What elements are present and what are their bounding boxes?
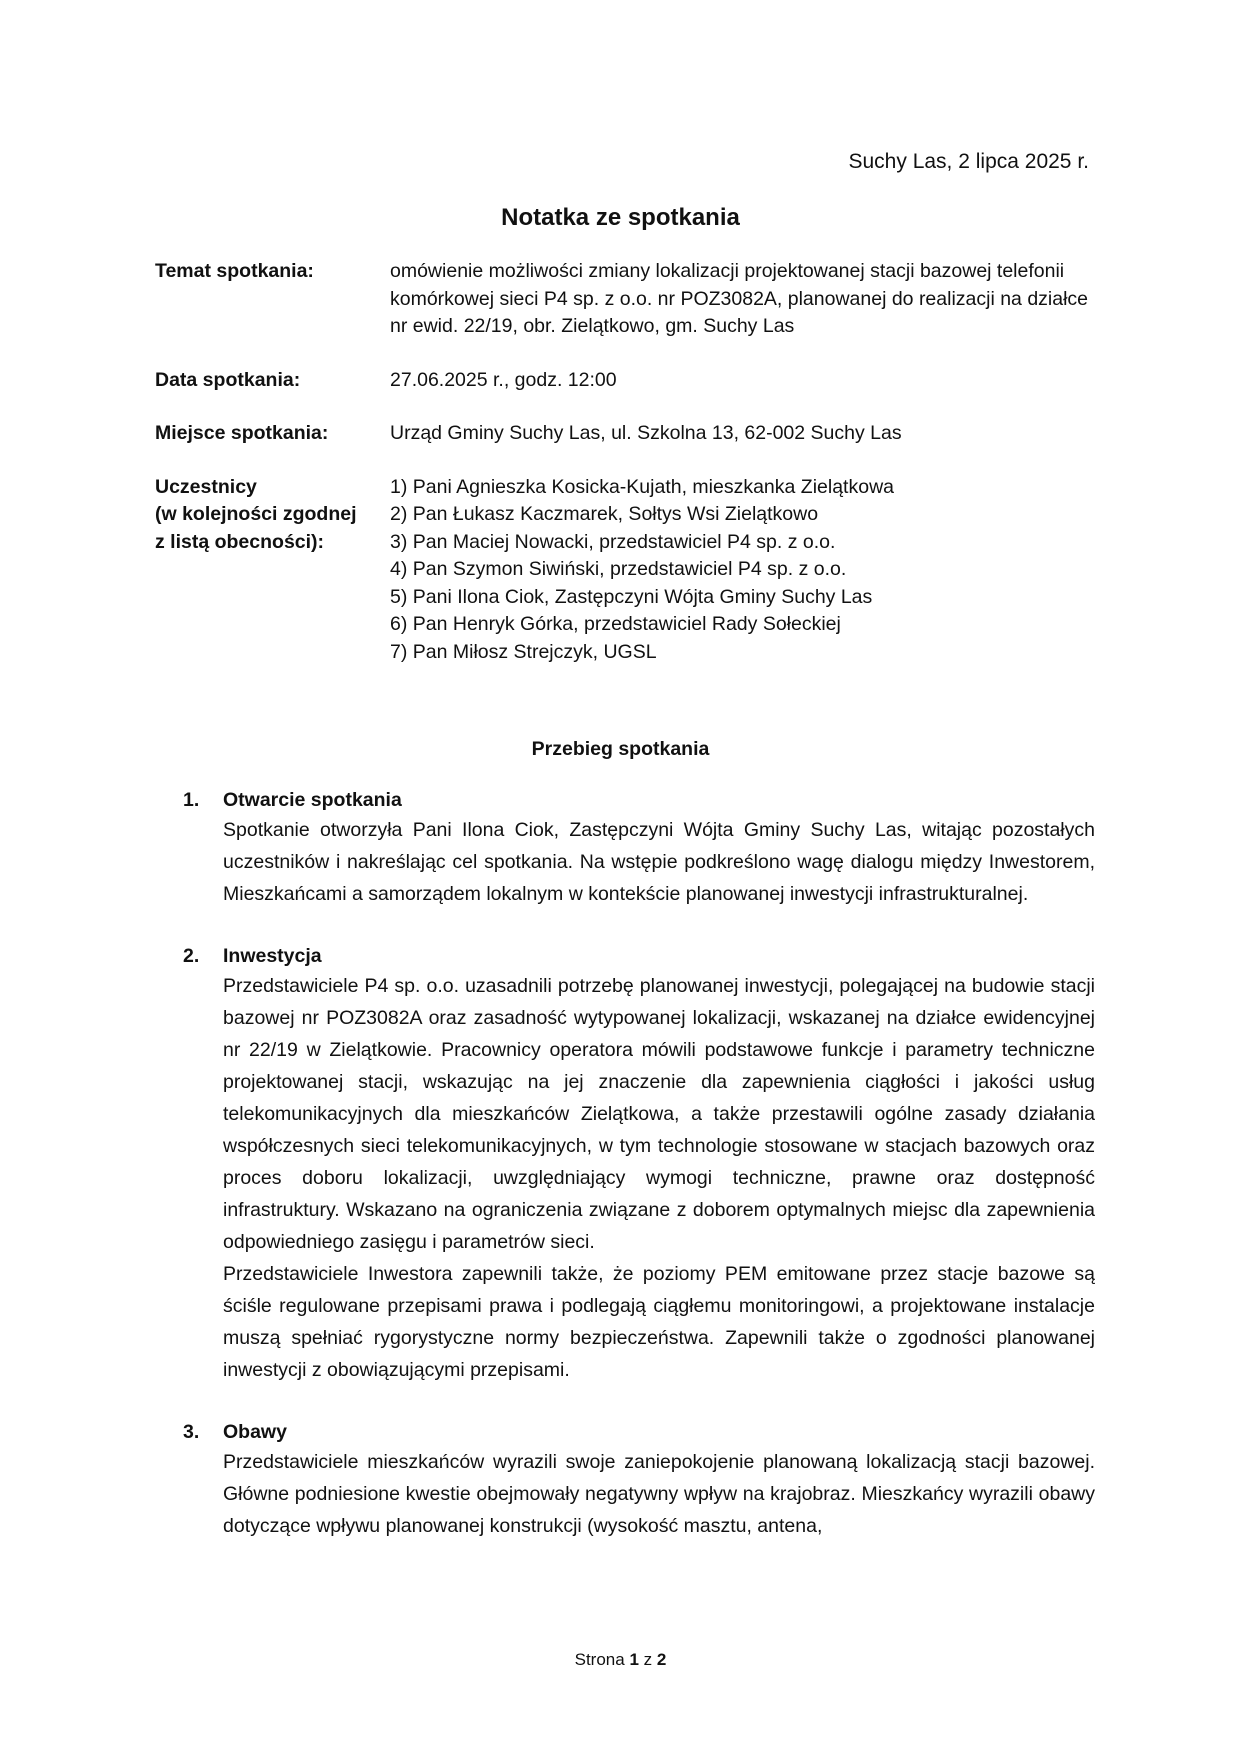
section-title (183, 1418, 1095, 1446)
participants-label-line: Uczestnicy (155, 475, 257, 498)
section-number: 3. (183, 1421, 200, 1443)
section-number: 2. (183, 945, 200, 967)
participants-row (155, 474, 1090, 667)
section-investment (183, 942, 1095, 1386)
participants-list (390, 474, 1090, 667)
participant-item: 1) Pani Agnieszka Kosicka-Kujath, mieszkanka Zielątkowa (390, 475, 894, 498)
participant-item: 3) Pan Maciej Nowacki, przedstawiciel P4 sp. z o.o. (390, 530, 836, 553)
participants-label-line: z listą obecności): (155, 530, 325, 553)
section-number: 1. (183, 789, 200, 811)
participant-item: 5) Pani Ilona Ciok, Zastępczyni Wójta Gminy Suchy Las (390, 585, 873, 608)
date-label: Data spotkania: (155, 368, 301, 391)
section-body (223, 1446, 1095, 1542)
section-title-text: Otwarcie spotkania (223, 789, 402, 811)
footer-page-number: 1 (629, 1650, 639, 1669)
course-heading: Przebieg spotkania (531, 738, 710, 760)
participant-item: 2) Pan Łukasz Kaczmarek, Sołtys Wsi Zielątkowo (390, 503, 819, 525)
section-concerns (183, 1418, 1095, 1542)
topic-label: Temat spotkania: (155, 260, 314, 282)
section-title-text: Obawy (223, 1421, 287, 1443)
date-value: 27.06.2025 r., godz. 12:00 (390, 368, 617, 391)
section-opening (183, 786, 1095, 910)
section-paragraph: Przedstawiciele P4 sp. o.o. uzasadnili potrzebę planowanej inwestycji, polegającej na budowie stacji bazowej nr POZ3082A oraz zasadność wytypowanej lokalizacji, wskazanej na działce ewidencyjnej nr 22/19 w Zielątkowie. Pracownicy operatora mówili podstawowe funkcje i parametry techniczne projektowanej stacji, wskazując na jej znaczenie dla zapewnienia ciągłości i jakości usług telekomunikacyjnych dla mieszkańców Zielątkowa, a także przestawili ogólne zasady działania współczesnych sieci telekomunikacyjnych, w tym technologie stosowane w stacjach bazowych oraz proces doboru lokalizacji, uwzględniający wymogi techniczne, prawne oraz dostępność infrastruktury. Wskazano na ograniczenia związane z doborem optymalnych miejsc dla zapewnienia odpowiedniego zasięgu i parametrów sieci. (223, 975, 1095, 1253)
topic-value: omówienie możliwości zmiany lokalizacji projektowanej stacji bazowej telefonii komórkowej sieci P4 sp. z o.o. nr POZ3082A, planowanej do realizacji na działce nr ewid. 22/19, obr. Zielątkowo, gm. Suchy Las (390, 260, 1089, 337)
participant-item: 6) Pan Henryk Górka, przedstawiciel Rady Sołeckiej (390, 613, 841, 635)
place-row (155, 420, 1090, 448)
participants-label (155, 474, 390, 667)
section-title-text: Inwestycja (223, 945, 322, 967)
footer-page-total: 2 (656, 1650, 667, 1669)
footer-prefix: Strona (574, 1650, 625, 1669)
meeting-info (155, 258, 1090, 692)
participant-item: 7) Pan Miłosz Strejczyk, UGSL (390, 640, 657, 663)
section-title (183, 942, 1095, 970)
participant-item: 4) Pan Szymon Siwiński, przedstawiciel P4 sp. z o.o. (390, 558, 847, 580)
place-label: Miejsce spotkania: (155, 422, 329, 444)
place-date: Suchy Las, 2 lipca 2025 r. (848, 150, 1089, 173)
document-title: Notatka ze spotkania (501, 204, 740, 231)
date-row (155, 367, 1090, 395)
section-body (223, 970, 1095, 1386)
section-paragraph: Przedstawiciele Inwestora zapewnili także, że poziomy PEM emitowane przez stacje bazowe są ściśle regulowane przepisami prawa i podlegają ciągłemu monitoringowi, a projektowane instalacje muszą spełniać rygorystyczne normy bezpieczeństwa. Zapewnili także o zgodności planowanej inwestycji z obowiązującymi przepisami. (223, 1263, 1095, 1381)
topic-row (155, 258, 1090, 341)
footer-separator: z (643, 1650, 653, 1669)
section-title (183, 786, 1095, 814)
participants-label-line: (w kolejności zgodnej (155, 503, 357, 525)
course-sections (183, 786, 1095, 1574)
section-body (223, 814, 1095, 910)
section-paragraph: Spotkanie otworzyła Pani Ilona Ciok, Zastępczyni Wójta Gminy Suchy Las, witając pozostałych uczestników i nakreślając cel spotkania. Na wstępie podkreślono wagę dialogu między Inwestorem, Mieszkańcami a samorządem lokalnym w kontekście planowanej inwestycji infrastrukturalnej. (223, 819, 1095, 905)
section-paragraph: Przedstawiciele mieszkańców wyrazili swoje zaniepokojenie planowaną lokalizacją stacji bazowej. Główne podniesione kwestie obejmowały negatywny wpływ na krajobraz. Mieszkańcy wyrazili obawy dotyczące wpływu planowanej konstrukcji (wysokość masztu, antena, (223, 1451, 1095, 1537)
place-value: Urząd Gminy Suchy Las, ul. Szkolna 13, 62-002 Suchy Las (390, 422, 902, 444)
page-footer (0, 1650, 1241, 1670)
